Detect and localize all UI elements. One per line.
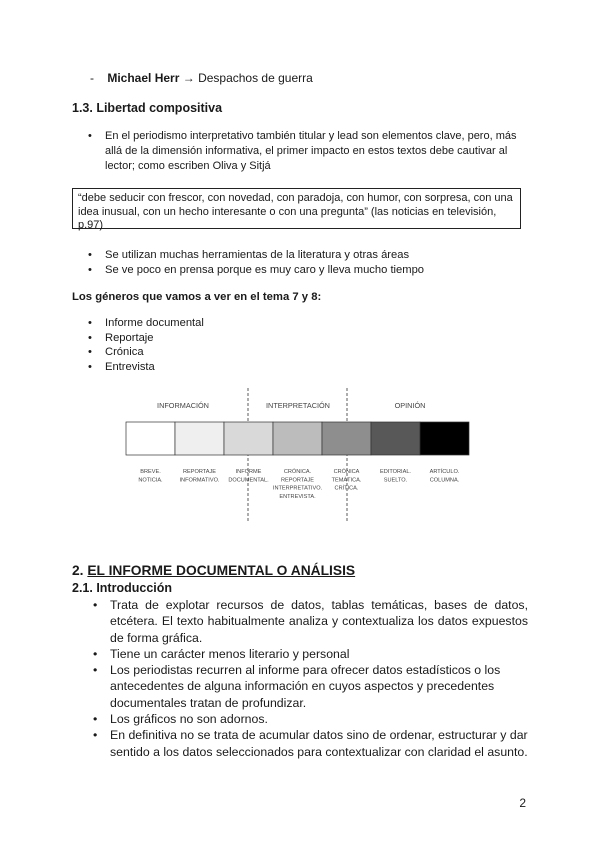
diagram-header-opinion: OPINIÓN bbox=[394, 401, 426, 410]
list-item: • Se ve poco en prensa porque es muy caro y lleva mucho tiempo bbox=[84, 263, 524, 278]
section-13-title: 1.3. Libertad compositiva bbox=[72, 101, 223, 115]
genres-list bbox=[84, 316, 384, 374]
list-item: • Los periodistas recurren al informe para ofrecer datos estadísticos o los antecedentes de alguna información en cuyos aspectos y precedentes documentales tratan de profundizar. bbox=[89, 662, 528, 711]
spectrum-label-7: ARTÍCULO. bbox=[429, 469, 460, 475]
spectrum-label-7: COLUMNA. bbox=[429, 477, 460, 484]
spectrum-box-4 bbox=[273, 422, 322, 455]
spectrum-label-4: INTERPRETATIVO. bbox=[272, 485, 323, 492]
spectrum-labels bbox=[138, 468, 459, 500]
spectrum-label-1: NOTICIA. bbox=[138, 477, 163, 484]
spectrum-boxes bbox=[126, 422, 469, 455]
page-number: 2 bbox=[519, 796, 526, 810]
genre-spectrum-diagram bbox=[120, 388, 480, 523]
list-item: • Crónica bbox=[84, 345, 384, 360]
spectrum-box-2 bbox=[175, 422, 224, 455]
arrow: → bbox=[182, 71, 195, 85]
list-item: • Tiene un carácter menos literario y personal bbox=[89, 646, 528, 662]
author-name: Michael Herr bbox=[107, 71, 180, 85]
list-item: • Trata de explotar recursos de datos, tablas temáticas, bases de datos, etcétera. El texto habitualmente analiza y contextualiza los datos expuestos de forma gráfica. bbox=[89, 597, 528, 646]
section-2-title-text: EL INFORME DOCUMENTAL O ANÁLISIS bbox=[87, 563, 356, 578]
section-21-title: 2.1. Introducción bbox=[72, 581, 173, 595]
section-2-list bbox=[89, 597, 528, 760]
list-item: • Informe documental bbox=[84, 316, 384, 331]
spectrum-label-4: REPORTAJE bbox=[280, 477, 315, 484]
list-item: • Los gráficos no son adornos. bbox=[89, 711, 528, 727]
section-2-title bbox=[72, 563, 355, 578]
dash: - bbox=[90, 71, 94, 85]
spectrum-label-5: CRÍTICA. bbox=[334, 485, 359, 492]
list-item: • Reportaje bbox=[84, 331, 384, 346]
list-item: • Se utilizan muchas herramientas de la literatura y otras áreas bbox=[84, 248, 524, 263]
author-line bbox=[90, 71, 313, 85]
section-2-number: 2. bbox=[72, 563, 84, 578]
spectrum-label-2: REPORTAJE bbox=[182, 469, 217, 475]
diagram-header-informacion: INFORMACIÓN bbox=[157, 401, 209, 410]
spectrum-label-1: BREVE. bbox=[140, 469, 161, 475]
spectrum-label-5: TEMÁTICA. bbox=[331, 477, 362, 484]
spectrum-box-5 bbox=[322, 422, 371, 455]
list-item: • En el periodismo interpretativo también titular y lead son elementos clave, pero, más allá de la dimensión informativa, el primer impacto en estos textos debe cautivar al lector; como escriben Oliva y Sitjá bbox=[84, 129, 524, 174]
spectrum-label-3: DOCUMENTAL. bbox=[228, 477, 269, 484]
spectrum-box-1 bbox=[126, 422, 175, 455]
spectrum-label-6: EDITORIAL. bbox=[380, 469, 411, 475]
spectrum-label-4: ENTREVISTA. bbox=[279, 493, 316, 500]
section-13-list-2 bbox=[84, 248, 524, 277]
genres-heading: Los géneros que vamos a ver en el tema 7 y 8: bbox=[72, 291, 322, 303]
spectrum-label-3: INFORME bbox=[235, 469, 262, 475]
spectrum-label-2: INFORMATIVO. bbox=[179, 477, 220, 484]
author-work: Despachos de guerra bbox=[198, 71, 313, 85]
spectrum-box-3 bbox=[224, 422, 273, 455]
spectrum-label-4: CRÓNICA. bbox=[283, 469, 312, 475]
diagram-header-interpretacion: INTERPRETACIÓN bbox=[266, 401, 330, 410]
spectrum-label-6: SUELTO. bbox=[383, 477, 408, 484]
section-13-list bbox=[84, 129, 524, 174]
spectrum-box-7 bbox=[420, 422, 469, 455]
list-item: • En definitiva no se trata de acumular datos sino de ordenar, estructurar y dar sentido a los datos seleccionados para contextualizar con claridad el asunto. bbox=[89, 727, 528, 760]
spectrum-label-5: CRÓNICA bbox=[333, 469, 360, 475]
list-item: • Entrevista bbox=[84, 360, 384, 375]
spectrum-box-6 bbox=[371, 422, 420, 455]
quote-box: “debe seducir con frescor, con novedad, con paradoja, con humor, con sorpresa, con una idea inusual, con un hecho interesante o con una pregunta” (las noticias en televisión, p.97) bbox=[72, 188, 521, 229]
